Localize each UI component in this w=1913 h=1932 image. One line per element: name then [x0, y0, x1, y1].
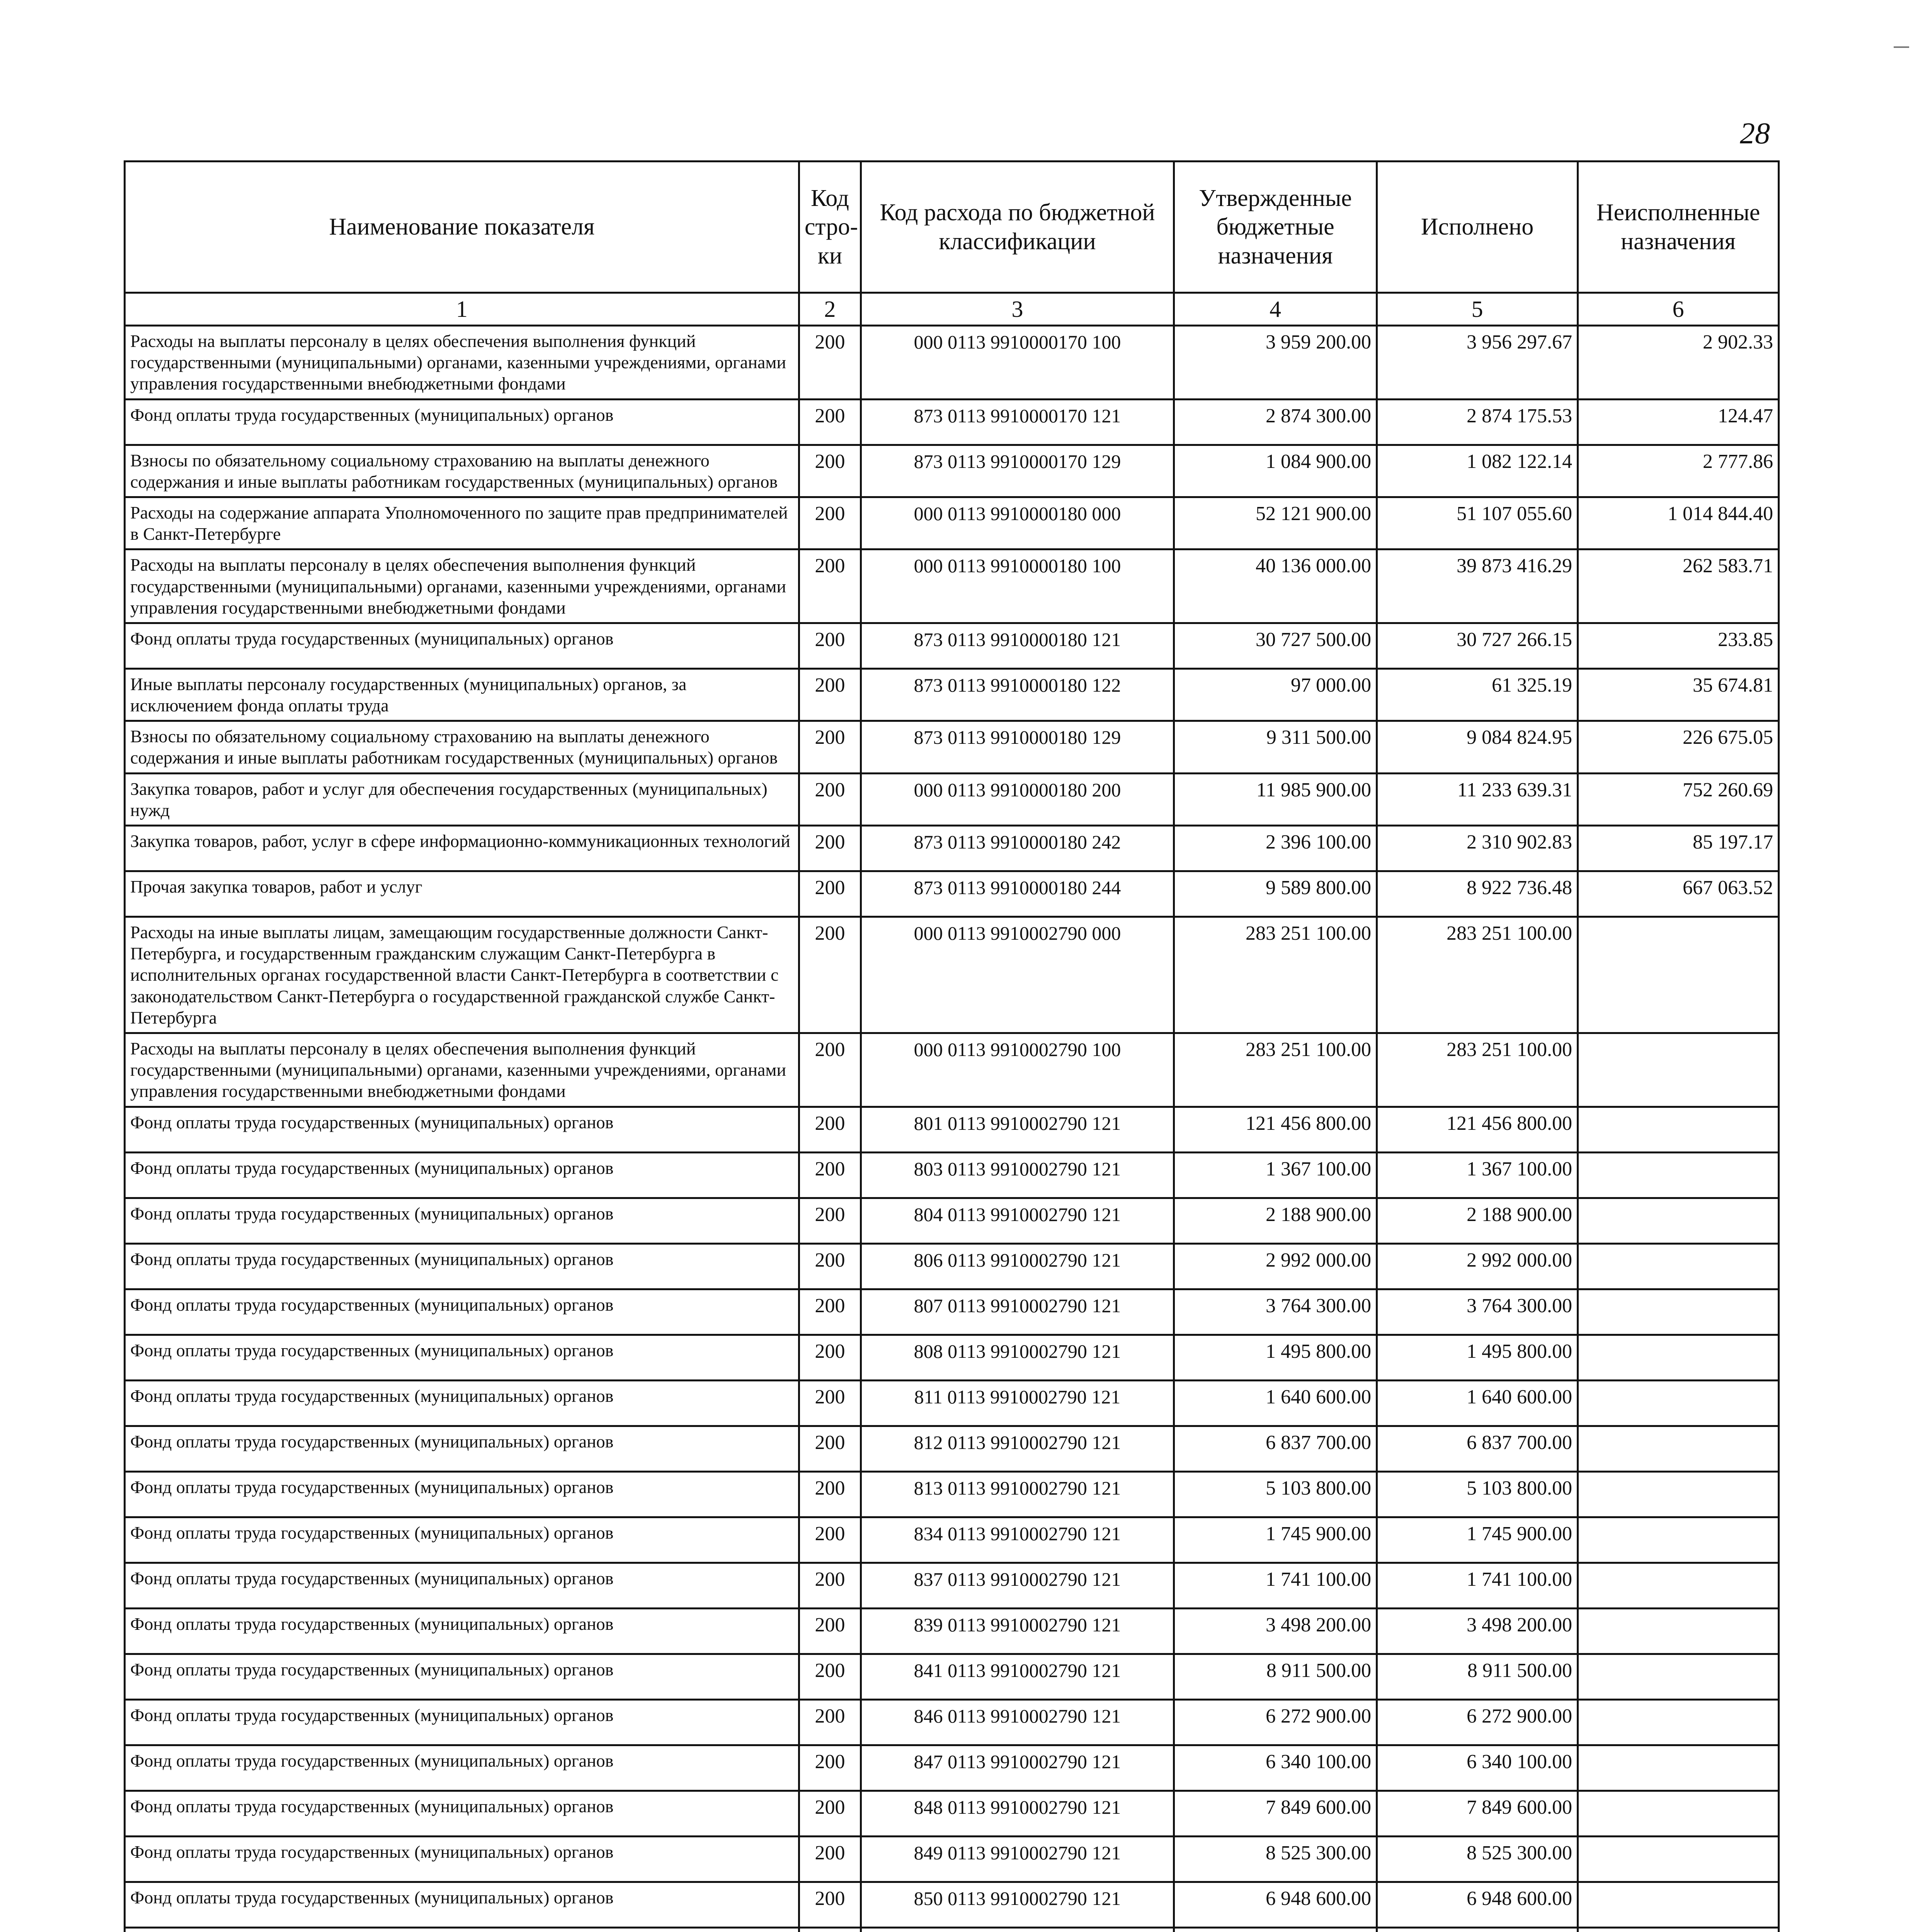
- row-name: Расходы на выплаты персоналу в целях обеспечения выполнения функций государственными (муниципальными) органами, казенными учреждениями, органами управления государственными внебюджетными фондами: [125, 1033, 799, 1107]
- row-expense-code: 873 0113 9910000180 121: [861, 623, 1174, 668]
- row-expense-code: 000 0113 9910000180 100: [861, 549, 1174, 623]
- row-expense-code: 873 0113 9910000180 129: [861, 721, 1174, 773]
- row-unexecuted: [1578, 1927, 1779, 1932]
- table-row: [125, 549, 1779, 623]
- row-unexecuted: [1578, 1107, 1779, 1152]
- row-executed: 11 233 639.31: [1377, 773, 1578, 825]
- row-expense-code: 841 0113 9910002790 121: [861, 1654, 1174, 1699]
- row-unexecuted: [1578, 917, 1779, 1033]
- row-approved: 2 874 300.00: [1174, 399, 1377, 445]
- row-executed: 3 764 300.00: [1377, 1289, 1578, 1335]
- row-name: Фонд оплаты труда государственных (муниципальных) органов: [125, 1107, 799, 1152]
- row-line-code: 200: [799, 497, 861, 549]
- row-executed: 6 340 100.00: [1377, 1745, 1578, 1791]
- row-unexecuted: 667 063.52: [1578, 871, 1779, 917]
- row-approved: 3 959 200.00: [1174, 326, 1377, 400]
- row-approved: 3 764 300.00: [1174, 1289, 1377, 1335]
- table-row: [125, 1654, 1779, 1699]
- row-line-code: 200: [799, 1152, 861, 1198]
- header-expense-code: Код расхода по бюджетной классификации: [861, 162, 1174, 293]
- row-line-code: 200: [799, 623, 861, 668]
- row-executed: 1 495 800.00: [1377, 1335, 1578, 1380]
- row-executed: 1 741 100.00: [1377, 1563, 1578, 1608]
- row-approved: 283 251 100.00: [1174, 917, 1377, 1033]
- row-name: Иные выплаты персоналу государственных (муниципальных) органов, за исключением фонда оплаты труда: [125, 668, 799, 721]
- row-expense-code: 850 0113 9910002790 121: [861, 1882, 1174, 1927]
- row-executed: 5 103 800.00: [1377, 1471, 1578, 1517]
- row-expense-code: 811 0113 9910002790 121: [861, 1380, 1174, 1426]
- row-approved: 2 992 000.00: [1174, 1243, 1377, 1289]
- table-row: [125, 917, 1779, 1033]
- row-name: Взносы по обязательному социальному страхованию на выплаты денежного содержания и иные выплаты работникам государственных (муниципальных) органов: [125, 445, 799, 497]
- row-expense-code: 839 0113 9910002790 121: [861, 1608, 1174, 1654]
- header-unexecuted: Неисполненные назначения: [1578, 162, 1779, 293]
- table-row: [125, 1791, 1779, 1836]
- table-row: [125, 399, 1779, 445]
- row-approved: 6 948 600.00: [1174, 1882, 1377, 1927]
- row-expense-code: 000 0113 9910002790 100: [861, 1033, 1174, 1107]
- row-line-code: 200: [799, 1608, 861, 1654]
- column-number: 4: [1174, 293, 1377, 326]
- table-row: [125, 1836, 1779, 1882]
- row-executed: 8 911 500.00: [1377, 1654, 1578, 1699]
- table-row: [125, 1198, 1779, 1243]
- row-expense-code: 873 0113 9910000180 242: [861, 826, 1174, 871]
- row-executed: 1 367 100.00: [1377, 1152, 1578, 1198]
- row-line-code: 200: [799, 1791, 861, 1836]
- row-approved: 1 741 100.00: [1174, 1563, 1377, 1608]
- row-approved: 1 495 800.00: [1174, 1335, 1377, 1380]
- row-line-code: 200: [799, 826, 861, 871]
- row-approved: 52 121 900.00: [1174, 497, 1377, 549]
- row-unexecuted: 262 583.71: [1578, 549, 1779, 623]
- row-name: Фонд оплаты труда государственных (муниципальных) органов: [125, 1335, 799, 1380]
- row-name: Фонд оплаты труда государственных (муниципальных) органов: [125, 623, 799, 668]
- row-name: Фонд оплаты труда государственных (муниципальных) органов: [125, 1198, 799, 1243]
- row-unexecuted: [1578, 1243, 1779, 1289]
- row-unexecuted: [1578, 1608, 1779, 1654]
- row-expense-code: 873 0113 9910000170 129: [861, 445, 1174, 497]
- row-line-code: 200: [799, 1198, 861, 1243]
- row-line-code: 200: [799, 1654, 861, 1699]
- row-approved: 121 456 800.00: [1174, 1107, 1377, 1152]
- table-row: [125, 1608, 1779, 1654]
- row-executed: 7 849 600.00: [1377, 1791, 1578, 1836]
- row-expense-code: 807 0113 9910002790 121: [861, 1289, 1174, 1335]
- row-name: Фонд оплаты труда государственных (муниципальных) органов: [125, 1289, 799, 1335]
- table-row: [125, 871, 1779, 917]
- row-expense-code: 834 0113 9910002790 121: [861, 1517, 1174, 1563]
- row-executed: 2 992 000.00: [1377, 1243, 1578, 1289]
- row-unexecuted: [1578, 1380, 1779, 1426]
- header-name: Наименование показателя: [125, 162, 799, 293]
- row-approved: [1174, 1927, 1377, 1932]
- row-approved: 2 396 100.00: [1174, 826, 1377, 871]
- table-row: [125, 445, 1779, 497]
- row-unexecuted: 2 777.86: [1578, 445, 1779, 497]
- row-unexecuted: [1578, 1289, 1779, 1335]
- row-approved: 2 188 900.00: [1174, 1198, 1377, 1243]
- row-unexecuted: [1578, 1882, 1779, 1927]
- row-approved: 1 084 900.00: [1174, 445, 1377, 497]
- column-number: 5: [1377, 293, 1578, 326]
- table-row: [125, 1563, 1779, 1608]
- table-row: [125, 826, 1779, 871]
- row-executed: 283 251 100.00: [1377, 1033, 1578, 1107]
- row-expense-code: 873 0113 9910000180 244: [861, 871, 1174, 917]
- row-unexecuted: [1578, 1836, 1779, 1882]
- row-executed: [1377, 1927, 1578, 1932]
- row-executed: 61 325.19: [1377, 668, 1578, 721]
- row-line-code: 200: [799, 1563, 861, 1608]
- row-name: [125, 1927, 799, 1932]
- row-name: Фонд оплаты труда государственных (муниципальных) органов: [125, 1654, 799, 1699]
- report-sheet: [124, 160, 1778, 1932]
- row-name: Взносы по обязательному социальному страхованию на выплаты денежного содержания и иные выплаты работникам государственных (муниципальных) органов: [125, 721, 799, 773]
- table-row: [125, 1426, 1779, 1471]
- row-unexecuted: [1578, 1198, 1779, 1243]
- row-approved: 283 251 100.00: [1174, 1033, 1377, 1107]
- row-executed: 3 498 200.00: [1377, 1608, 1578, 1654]
- header-row: [125, 162, 1779, 293]
- row-unexecuted: [1578, 1654, 1779, 1699]
- row-executed: 121 456 800.00: [1377, 1107, 1578, 1152]
- budget-execution-table: [124, 160, 1780, 1932]
- row-line-code: 200: [799, 1243, 861, 1289]
- row-name: Прочая закупка товаров, работ и услуг: [125, 871, 799, 917]
- page-number: 28: [1740, 116, 1770, 150]
- row-line-code: 200: [799, 1471, 861, 1517]
- row-name: Фонд оплаты труда государственных (муниципальных) органов: [125, 1563, 799, 1608]
- row-unexecuted: 2 902.33: [1578, 326, 1779, 400]
- row-approved: 7 849 600.00: [1174, 1791, 1377, 1836]
- row-name: Фонд оплаты труда государственных (муниципальных) органов: [125, 1745, 799, 1791]
- row-unexecuted: [1578, 1152, 1779, 1198]
- row-line-code: 200: [799, 1033, 861, 1107]
- row-line-code: [799, 1927, 861, 1932]
- row-name: Фонд оплаты труда государственных (муниципальных) органов: [125, 1426, 799, 1471]
- column-number: 3: [861, 293, 1174, 326]
- row-name: Фонд оплаты труда государственных (муниципальных) органов: [125, 1471, 799, 1517]
- table-row: [125, 1699, 1779, 1745]
- table-row: [125, 1152, 1779, 1198]
- row-unexecuted: [1578, 1471, 1779, 1517]
- row-unexecuted: 1 014 844.40: [1578, 497, 1779, 549]
- row-executed: 3 956 297.67: [1377, 326, 1578, 400]
- row-name: Расходы на выплаты персоналу в целях обеспечения выполнения функций государственными (муниципальными) органами, казенными учреждениями, органами управления государственными внебюджетными фондами: [125, 549, 799, 623]
- table-row: [125, 1335, 1779, 1380]
- row-expense-code: 801 0113 9910002790 121: [861, 1107, 1174, 1152]
- row-expense-code: [861, 1927, 1174, 1932]
- row-approved: 1 640 600.00: [1174, 1380, 1377, 1426]
- table-body: [125, 326, 1779, 1932]
- row-executed: 8 525 300.00: [1377, 1836, 1578, 1882]
- row-executed: 1 082 122.14: [1377, 445, 1578, 497]
- row-executed: 1 745 900.00: [1377, 1517, 1578, 1563]
- row-line-code: 200: [799, 1426, 861, 1471]
- row-executed: 2 310 902.83: [1377, 826, 1578, 871]
- row-unexecuted: 233.85: [1578, 623, 1779, 668]
- row-expense-code: 803 0113 9910002790 121: [861, 1152, 1174, 1198]
- row-executed: 2 188 900.00: [1377, 1198, 1578, 1243]
- scan-mark: [1894, 46, 1909, 48]
- row-expense-code: 812 0113 9910002790 121: [861, 1426, 1174, 1471]
- table-row: [125, 773, 1779, 825]
- row-name: Фонд оплаты труда государственных (муниципальных) органов: [125, 1517, 799, 1563]
- row-expense-code: 846 0113 9910002790 121: [861, 1699, 1174, 1745]
- row-unexecuted: 752 260.69: [1578, 773, 1779, 825]
- row-unexecuted: [1578, 1335, 1779, 1380]
- row-line-code: 200: [799, 1517, 861, 1563]
- row-line-code: 200: [799, 721, 861, 773]
- row-executed: 8 922 736.48: [1377, 871, 1578, 917]
- row-expense-code: 000 0113 9910002790 000: [861, 917, 1174, 1033]
- row-name: Фонд оплаты труда государственных (муниципальных) органов: [125, 1791, 799, 1836]
- row-line-code: 200: [799, 773, 861, 825]
- row-executed: 30 727 266.15: [1377, 623, 1578, 668]
- row-approved: 30 727 500.00: [1174, 623, 1377, 668]
- row-name: Фонд оплаты труда государственных (муниципальных) органов: [125, 399, 799, 445]
- row-approved: 8 911 500.00: [1174, 1654, 1377, 1699]
- row-unexecuted: [1578, 1699, 1779, 1745]
- table-row: [125, 1927, 1779, 1932]
- row-expense-code: 873 0113 9910000180 122: [861, 668, 1174, 721]
- row-executed: 6 272 900.00: [1377, 1699, 1578, 1745]
- column-number: 2: [799, 293, 861, 326]
- row-name: Фонд оплаты труда государственных (муниципальных) органов: [125, 1152, 799, 1198]
- row-executed: 283 251 100.00: [1377, 917, 1578, 1033]
- row-name: Фонд оплаты труда государственных (муниципальных) органов: [125, 1608, 799, 1654]
- row-executed: 6 948 600.00: [1377, 1882, 1578, 1927]
- row-executed: 39 873 416.29: [1377, 549, 1578, 623]
- row-name: Фонд оплаты труда государственных (муниципальных) органов: [125, 1836, 799, 1882]
- row-expense-code: 806 0113 9910002790 121: [861, 1243, 1174, 1289]
- row-name: Расходы на иные выплаты лицам, замещающим государственные должности Санкт-Петербурга, и государственным гражданским служащим Санкт-Петербурга в исполнительных органах государственной власти Санкт-Петербурга в соответствии с законодательством Санкт-Петербурга о государственной гражданской службе Санкт-Петербурга: [125, 917, 799, 1033]
- row-line-code: 200: [799, 871, 861, 917]
- row-line-code: 200: [799, 668, 861, 721]
- row-expense-code: 849 0113 9910002790 121: [861, 1836, 1174, 1882]
- row-approved: 1 745 900.00: [1174, 1517, 1377, 1563]
- row-name: Расходы на выплаты персоналу в целях обеспечения выполнения функций государственными (муниципальными) органами, казенными учреждениями, органами управления государственными внебюджетными фондами: [125, 326, 799, 400]
- row-expense-code: 873 0113 9910000170 121: [861, 399, 1174, 445]
- row-name: Фонд оплаты труда государственных (муниципальных) органов: [125, 1699, 799, 1745]
- header-approved: Утвержденные бюджетные назначения: [1174, 162, 1377, 293]
- header-executed: Исполнено: [1377, 162, 1578, 293]
- row-name: Закупка товаров, работ и услуг для обеспечения государственных (муниципальных) нужд: [125, 773, 799, 825]
- row-name: Закупка товаров, работ, услуг в сфере информационно-коммуникационных технологий: [125, 826, 799, 871]
- row-line-code: 200: [799, 1289, 861, 1335]
- table-row: [125, 721, 1779, 773]
- table-row: [125, 1107, 1779, 1152]
- row-unexecuted: 226 675.05: [1578, 721, 1779, 773]
- table-row: [125, 1289, 1779, 1335]
- table-row: [125, 668, 1779, 721]
- table-row: [125, 1243, 1779, 1289]
- table-row: [125, 326, 1779, 400]
- row-executed: 6 837 700.00: [1377, 1426, 1578, 1471]
- row-approved: 6 837 700.00: [1174, 1426, 1377, 1471]
- table-row: [125, 1745, 1779, 1791]
- row-unexecuted: [1578, 1426, 1779, 1471]
- row-executed: 2 874 175.53: [1377, 399, 1578, 445]
- row-expense-code: 000 0113 9910000180 200: [861, 773, 1174, 825]
- row-unexecuted: [1578, 1517, 1779, 1563]
- row-line-code: 200: [799, 1699, 861, 1745]
- row-executed: 9 084 824.95: [1377, 721, 1578, 773]
- row-unexecuted: [1578, 1033, 1779, 1107]
- row-line-code: 200: [799, 549, 861, 623]
- row-expense-code: 813 0113 9910002790 121: [861, 1471, 1174, 1517]
- table-row: [125, 1517, 1779, 1563]
- row-line-code: 200: [799, 445, 861, 497]
- row-line-code: 200: [799, 399, 861, 445]
- row-unexecuted: [1578, 1563, 1779, 1608]
- table-row: [125, 623, 1779, 668]
- row-line-code: 200: [799, 1335, 861, 1380]
- row-expense-code: 847 0113 9910002790 121: [861, 1745, 1174, 1791]
- table-row: [125, 497, 1779, 549]
- row-name: Расходы на содержание аппарата Уполномоченного по защите прав предпринимателей в Санкт-Петербурге: [125, 497, 799, 549]
- row-expense-code: 000 0113 9910000170 100: [861, 326, 1174, 400]
- table-row: [125, 1882, 1779, 1927]
- table-row: [125, 1033, 1779, 1107]
- row-name: Фонд оплаты труда государственных (муниципальных) органов: [125, 1243, 799, 1289]
- row-unexecuted: [1578, 1745, 1779, 1791]
- row-line-code: 200: [799, 1882, 861, 1927]
- row-line-code: 200: [799, 1836, 861, 1882]
- row-unexecuted: 124.47: [1578, 399, 1779, 445]
- row-approved: 97 000.00: [1174, 668, 1377, 721]
- row-name: Фонд оплаты труда государственных (муниципальных) органов: [125, 1882, 799, 1927]
- row-line-code: 200: [799, 1745, 861, 1791]
- row-approved: 3 498 200.00: [1174, 1608, 1377, 1654]
- row-approved: 9 589 800.00: [1174, 871, 1377, 917]
- row-approved: 6 272 900.00: [1174, 1699, 1377, 1745]
- column-number: 1: [125, 293, 799, 326]
- row-expense-code: 804 0113 9910002790 121: [861, 1198, 1174, 1243]
- row-line-code: 200: [799, 326, 861, 400]
- row-unexecuted: [1578, 1791, 1779, 1836]
- row-name: Фонд оплаты труда государственных (муниципальных) органов: [125, 1380, 799, 1426]
- row-approved: 11 985 900.00: [1174, 773, 1377, 825]
- row-executed: 1 640 600.00: [1377, 1380, 1578, 1426]
- row-unexecuted: 35 674.81: [1578, 668, 1779, 721]
- row-unexecuted: 85 197.17: [1578, 826, 1779, 871]
- row-approved: 8 525 300.00: [1174, 1836, 1377, 1882]
- table-row: [125, 1380, 1779, 1426]
- row-line-code: 200: [799, 1107, 861, 1152]
- row-line-code: 200: [799, 1380, 861, 1426]
- header-line-code: Код стро-ки: [799, 162, 861, 293]
- row-approved: 1 367 100.00: [1174, 1152, 1377, 1198]
- row-expense-code: 000 0113 9910000180 000: [861, 497, 1174, 549]
- column-number: 6: [1578, 293, 1779, 326]
- row-expense-code: 848 0113 9910002790 121: [861, 1791, 1174, 1836]
- row-approved: 9 311 500.00: [1174, 721, 1377, 773]
- row-approved: 6 340 100.00: [1174, 1745, 1377, 1791]
- row-approved: 40 136 000.00: [1174, 549, 1377, 623]
- row-expense-code: 808 0113 9910002790 121: [861, 1335, 1174, 1380]
- row-line-code: 200: [799, 917, 861, 1033]
- row-expense-code: 837 0113 9910002790 121: [861, 1563, 1174, 1608]
- column-number-row: [125, 293, 1779, 326]
- row-approved: 5 103 800.00: [1174, 1471, 1377, 1517]
- row-executed: 51 107 055.60: [1377, 497, 1578, 549]
- table-row: [125, 1471, 1779, 1517]
